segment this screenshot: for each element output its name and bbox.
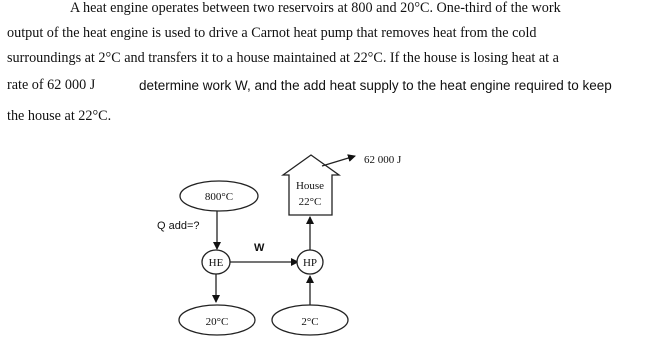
heat-loss-label: 62 000 J xyxy=(364,154,402,166)
q-add-label: Q add=? xyxy=(157,220,200,232)
hot-reservoir-label: 800°C xyxy=(204,191,234,203)
pump-source-label: 2°C xyxy=(301,316,319,328)
problem-line-3: surroundings at 2°C and transfers it to a house maintained at 22°C. If the house is losing heat at a xyxy=(7,50,559,66)
heat-engine-label: HE xyxy=(208,257,224,269)
problem-line-4a: rate of 62 000 J xyxy=(7,77,96,93)
house-title: House xyxy=(295,180,325,192)
problem-line-5: the house at 22°C. xyxy=(7,108,112,124)
heat-loss-arrow xyxy=(322,156,355,166)
problem-line-4b: determine work W, and the add heat supply to the heat engine required to keep xyxy=(139,78,612,93)
house-temp: 22°C xyxy=(298,196,322,208)
work-label: W xyxy=(254,242,265,254)
heat-pump-label: HP xyxy=(302,257,318,269)
engine-sink-label: 20°C xyxy=(205,316,229,328)
problem-line-2: output of the heat engine is used to drive a Carnot heat pump that removes heat from the cold xyxy=(7,25,537,41)
problem-line-1: A heat engine operates between two reservoirs at 800 and 20°C. One-third of the work xyxy=(70,0,561,16)
